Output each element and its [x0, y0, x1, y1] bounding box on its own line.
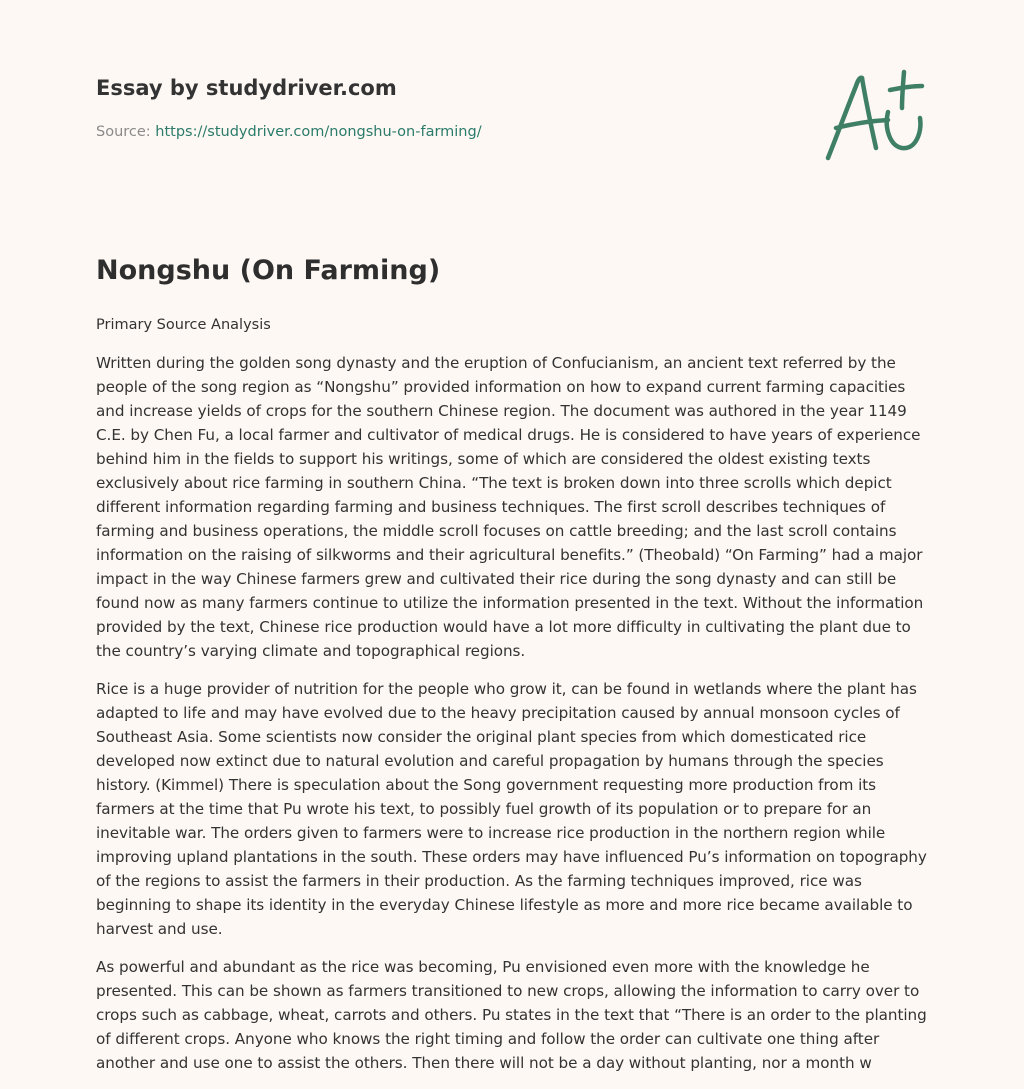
a-plus-logo-icon [818, 66, 930, 166]
essay-subtitle: Primary Source Analysis [96, 317, 271, 333]
essay-paragraph: As powerful and abundant as the rice was becoming, Pu envisioned even more with the knowledge he presented. This can be shown as farmers transitioned to new crops, allowing the information to carry over to crops such as cabbage, wheat, carrots and others. Pu states in the text that “There is an order to the planting of different crops. Anyone who knows the right timing and follow the order can cultivate one thing after another and use one to assist the others. Then there will not be a day without planting, nor a month w [96, 958, 927, 1072]
essay-title: Nongshu (On Farming) [96, 255, 441, 286]
essay-paragraph: Rice is a huge provider of nutrition for the people who grow it, can be found in wetlands where the plant has adapted to life and may have evolved due to the heavy precipitation caused by annual monsoon cycles of Southeast Asia. Some scientists now consider the original plant species from which domesticated rice developed now extinct due to natural evolution and careful propagation by humans through the species history. (Kimmel) There is speculation about the Song government requesting more production from its farmers at the time that Pu wrote his text, to possibly fuel growth of its population or to prepare for an inevitable war. The orders given to farmers were to increase rice production in the northern region while improving upland plantations in the south. These orders may have influenced Pu’s information on topography of the regions to assist the farmers in their production. As the farming techniques improved, rice was beginning to shape its identity in the everyday Chinese lifestyle as more and more rice became available to harvest and use. [96, 680, 927, 938]
essay-body [96, 351, 930, 1089]
source-link[interactable]: https://studydriver.com/nongshu-on-farming/ [155, 124, 482, 140]
source-label: Source: [96, 124, 156, 140]
source-line [96, 124, 482, 140]
site-brand: Essay by studydriver.com [96, 76, 397, 100]
essay-paragraph: Written during the golden song dynasty and the eruption of Confucianism, an ancient text referred by the people of the song region as “Nongshu” provided information on how to expand current farming capacities and increase yields of crops for the southern Chinese region. The document was authored in the year 1149 C.E. by Chen Fu, a local farmer and cultivator of medical drugs. He is considered to have years of experience behind him in the fields to support his writings, some of which are considered the oldest existing texts exclusively about rice farming in southern China. “The text is broken down into three scrolls which depict different information regarding farming and business techniques. The first scroll describes techniques of farming and business operations, the middle scroll focuses on cattle breeding; and the last scroll contains information on the raising of silkworms and their agricultural benefits.” (Theobald) “On Farming” had a major impact in the way Chinese farmers grew and cultivated their rice during the song dynasty and can still be found now as many farmers continue to utilize the information presented in the text. Without the information provided by the text, Chinese rice production would have a lot more difficulty in cultivating the plant due to the country’s varying climate and topographical regions. [96, 354, 924, 660]
